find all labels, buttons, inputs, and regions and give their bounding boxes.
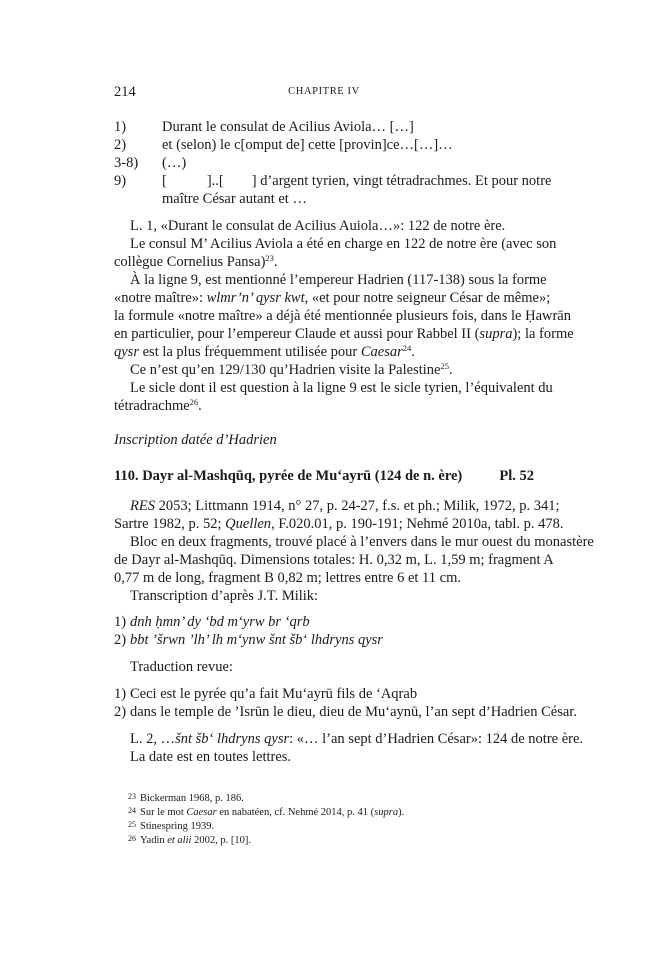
line-number: 9) <box>114 173 127 189</box>
bracket-open: [ <box>162 173 167 189</box>
footnote-ref: 23 <box>265 253 274 263</box>
entry-title <box>114 468 534 485</box>
line-text: et (selon) le c[omput de] cette [provin]ce…[…]… <box>162 137 453 153</box>
section-title: Inscription datée d’Hadrien <box>114 432 277 448</box>
commentary-line: qysr est la plus fréquemment utilisée pour Caesar$^{24}$. <box>114 343 415 360</box>
commentary-line: À la ligne 9, est mentionné l’empereur Hadrien (117-138) sous la forme <box>130 272 547 288</box>
transcription-label: Transcription d’après J.T. Milik: <box>130 588 319 604</box>
bibliography-line: RES 2053; Littmann 1914, n° 27, p. 24-27, f.s. et ph.; Milik, 1972, p. 341; <box>130 498 560 514</box>
description-line: Bloc en deux fragments, trouvé placé à l’envers dans le mur ouest du monastère <box>130 534 594 550</box>
commentary-line: collègue Cornelius Pansa)$^{23}$. <box>114 253 278 270</box>
line-text-rest: ] d’argent tyrien, vingt tétradrachmes. Et pour notre <box>251 173 552 189</box>
commentary-paragraph: L. 1, «Durant le consulat de Acilius Auiola…»: 122 de notre ère. <box>130 218 506 234</box>
footnote-ref: 26 <box>189 397 199 407</box>
commentary-line: tétradrachme$^{26}$. <box>114 397 202 414</box>
commentary-line: Le sicle dont il est question à la ligne 9 est le sicle tyrien, l’équivalent du <box>130 380 553 396</box>
description-line: de Dayr al-Mashqūq. Dimensions totales: H. 0,32 m, L. 1,59 m; fragment A <box>114 552 554 568</box>
bracket-mid: ]..[ <box>206 173 224 189</box>
plate-reference: Pl. 52 <box>499 468 534 484</box>
line-text: maître César autant et … <box>162 191 307 207</box>
line-text: Durant le consulat de Acilius Aviola… […] <box>162 119 414 135</box>
page-number: 214 <box>114 84 136 100</box>
commentary-line: Le consul M’ Acilius Aviola a été en charge en 122 de notre ère (avec son <box>130 236 557 252</box>
line-text <box>162 171 551 191</box>
line-text: (…) <box>162 155 187 171</box>
bibliography-line: Sartre 1982, p. 52; Quellen, F.020.01, p. 190-191; Nehmé 2010a, tabl. p. 478. <box>114 516 564 532</box>
footnote-ref: 25 <box>440 361 449 371</box>
commentary-line: en particulier, pour l’empereur Claude et aussi pour Rabbel II (supra); la forme <box>114 326 574 342</box>
page-header <box>114 84 534 104</box>
line-number: 1) <box>114 119 127 135</box>
note-line: L. 2, …šnt šb‘ lhdryns qysr: «… l’an sept d’Hadrien César»: 124 de notre ère. <box>130 731 584 747</box>
note-line: La date est en toutes lettres. <box>130 749 292 765</box>
translation-label: Traduction revue: <box>130 659 233 675</box>
commentary-line: la formule «notre maître» a déjà été mentionnée plusieurs fois, dans le Ḥawrān <box>114 308 571 324</box>
commentary-line: Ce n’est qu’en 129/130 qu’Hadrien visite la Palestine$^{25}$. <box>130 361 453 378</box>
entry-title-text: 110. Dayr al-Mashqūq, pyrée de Mu‘ayrū (124 de n. ère) <box>114 468 463 484</box>
running-title: CHAPITRE IV <box>288 86 360 97</box>
line-number: 2) <box>114 137 127 153</box>
line-number: 3-8) <box>114 155 139 171</box>
footnote-ref: 24 <box>402 343 412 353</box>
description-line: 0,77 m de long, fragment B 0,82 m; lettres entre 6 et 11 cm. <box>114 570 461 586</box>
commentary-line: «notre maître»: wlmr’n’ qysr kwt, «et pour notre seigneur César de même»; <box>114 290 551 306</box>
